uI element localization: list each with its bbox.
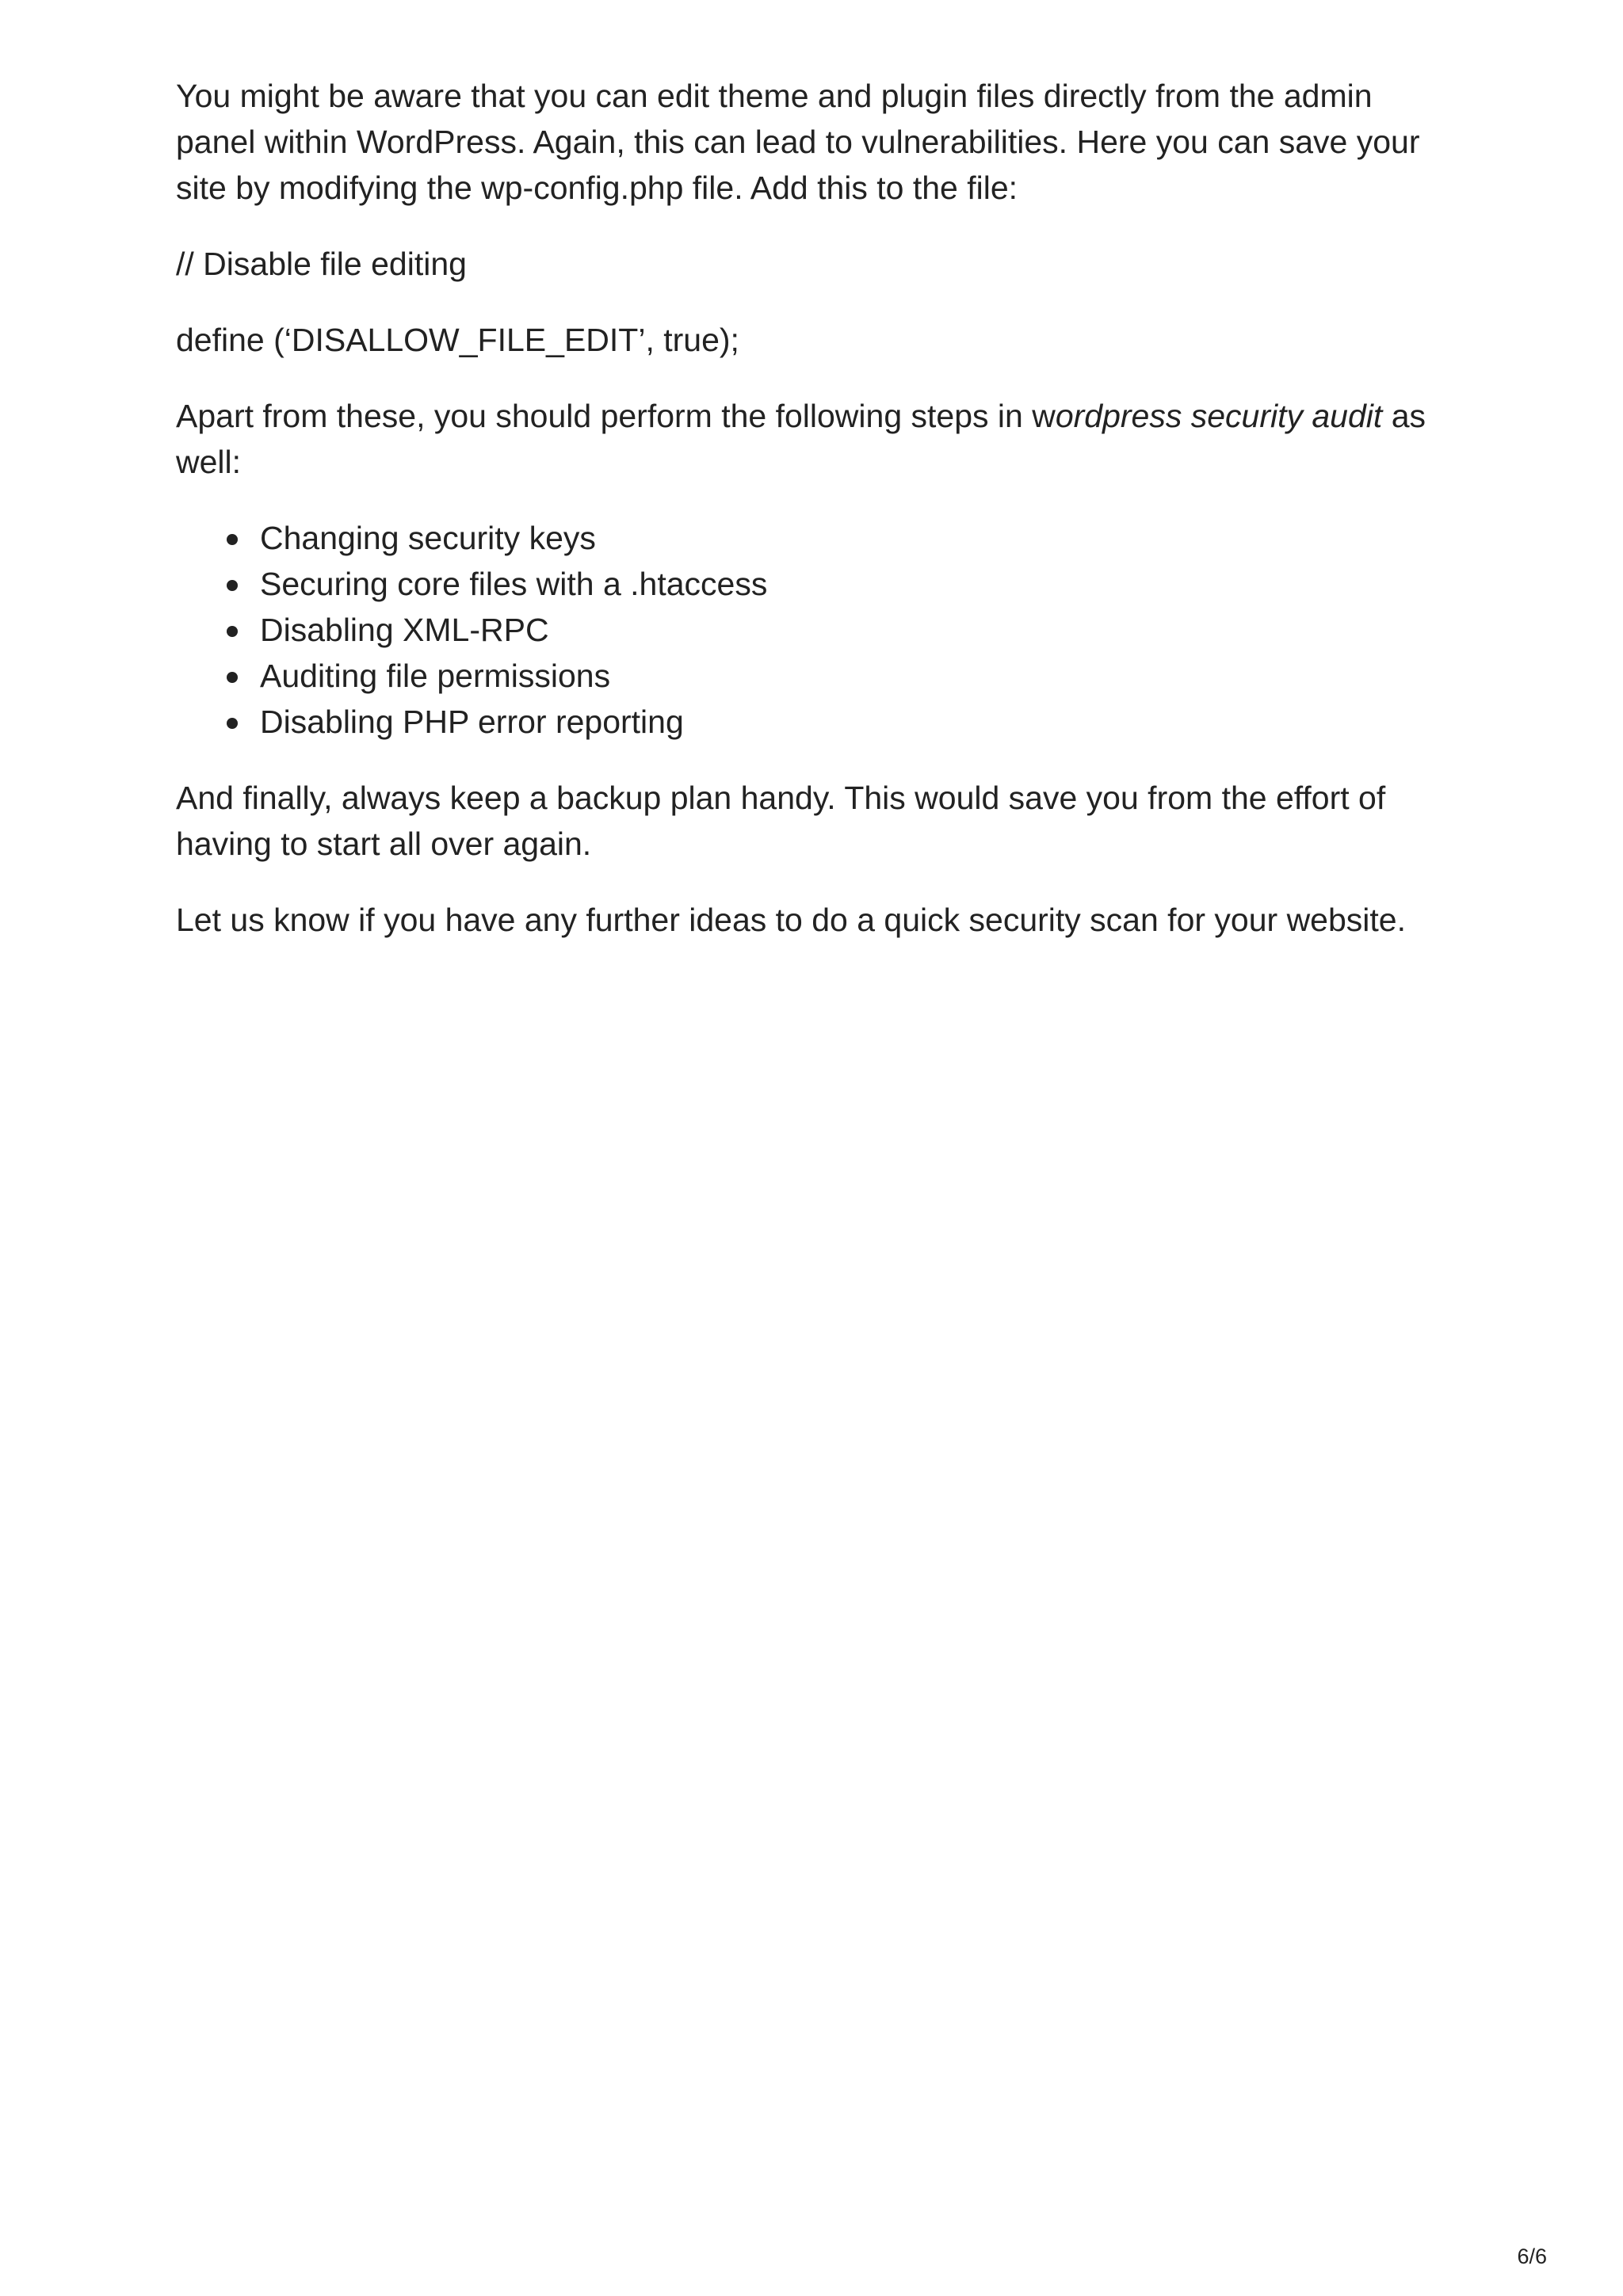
- intro-paragraph: You might be aware that you can edit theme and plugin files directly from the admin panel within WordPress. Again, this can lead to vulnerabilities. Here you can save your site by modifying the wp-config.php file. Add this to the file:: [176, 78, 1420, 206]
- list-item-text: Auditing file permissions: [260, 658, 611, 694]
- security-steps-list: [176, 515, 1460, 745]
- bullet-icon: [227, 580, 238, 591]
- audit-text-suffix: as well:: [176, 398, 1426, 480]
- bullet-icon: [227, 718, 238, 729]
- audit-paragraph: [176, 393, 1460, 485]
- closing-paragraph: Let us know if you have any further ideas to do a quick security scan for your website.: [176, 902, 1406, 938]
- list-item: [260, 561, 1460, 607]
- code-define-line: define (‘DISALLOW_FILE_EDIT’, true);: [176, 322, 739, 358]
- list-item: [260, 515, 1460, 561]
- code-comment-line: // Disable file editing: [176, 246, 467, 282]
- list-item-text: Disabling XML-RPC: [260, 612, 549, 648]
- list-item: [260, 699, 1460, 745]
- bullet-icon: [227, 672, 238, 683]
- list-item-text: Securing core files with a .htaccess: [260, 566, 768, 602]
- list-item-text: Disabling PHP error reporting: [260, 704, 684, 740]
- audit-emphasis: ordpress security audit: [1055, 398, 1383, 434]
- audit-text-prefix: Apart from these, you should perform the following steps in w: [176, 398, 1056, 434]
- backup-paragraph: And finally, always keep a backup plan handy. This would save you from the effort of having to start all over again.: [176, 780, 1386, 862]
- page-number: 6/6: [1517, 2245, 1547, 2268]
- list-item: [260, 653, 1460, 699]
- article-body: [176, 73, 1460, 973]
- bullet-icon: [227, 626, 238, 637]
- list-item: [260, 607, 1460, 653]
- list-item-text: Changing security keys: [260, 520, 596, 556]
- bullet-icon: [227, 534, 238, 545]
